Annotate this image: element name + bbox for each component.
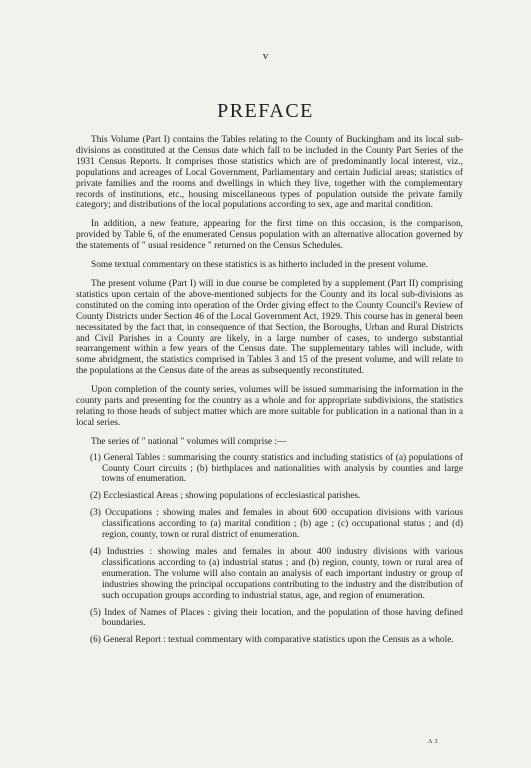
list-item: (2) Ecclesiastical Areas ; showing populations of ecclesiastical parishes. xyxy=(90,491,361,502)
paragraph: This Volume (Part I) contains the Tables relating to the County of Buckingham and its local sub-divisions as constituted at the Census date which fall to be included in the County Part Series of the 1931 Census Reports. It comprises those statistics which are of predominantly local interest, viz., populations and acreages of Local Government, Parliamentary and certain Judicial areas; statistics of private families and the rooms and dwellings in which they live, together with the complementary records of institutions, etc., housing miscellaneous types of population outside the private family category; and distributions of the local populations according to sex, age and marital condition. xyxy=(76,135,463,211)
list-item: (4) Industries : showing males and females in about 400 industry divisions with various classifications according to (a) industrial status ; and (b) region, county, town or rural area of enumeration. The volume will also contain an analysis of each important industry or group of industries showing the principal occupations contributing to the industry and the distribution of such occupation groups according to industrial status, age, and region of enumeration. xyxy=(90,547,463,601)
paragraph: In addition, a new feature, appearing for the first time on this occasion, is the comparison, provided by Table 6, of the enumerated Census population with an alternative allocation governed by the statements of " usual residence " returned on the Census Schedules. xyxy=(76,219,463,252)
page-number: v xyxy=(262,50,269,62)
series-intro: The series of " national " volumes will comprise :— xyxy=(91,436,287,447)
list-item: (6) General Report : textual commentary with comparative statistics upon the Census as a whole. xyxy=(90,635,454,646)
list-item: (3) Occupations : showing males and females in about 600 occupation divisions with various classifications according to (a) marital condition ; (b) age ; (c) occupational status ; and (d) region, county, town or rural district of enumeration. xyxy=(90,508,463,541)
paragraph: Upon completion of the county series, volumes will be issued summarising the information in the county parts and presenting for the country as a whole and for appropriate subdivisions, the statistics relating to those heads of subject matter which are more suitable for publication in a national than in a local series. xyxy=(76,385,463,428)
paragraph: The present volume (Part I) will in due course be completed by a supplement (Part II) comprising statistics upon certain of the above-mentioned subjects for the County and its local sub-divisions as constituted on the coming into operation of the Order giving effect to the County Council's Review of County Districts under Section 46 of the Local Government Act, 1929. This course has in general been necessitated by the fact that, in consequence of that Section, the Boroughs, Urban and Rural Districts and Civil Parishes in a County are likely, in a large number of cases, to undergo substantial rearrangement within a few years of the Census date. The supplementary tables will include, with some abridgment, the statistics comprised in Tables 3 and 15 of the present volume, and will relate to the populations at the Census date of the areas as subsequently reconstituted. xyxy=(76,278,463,377)
preface-body xyxy=(76,135,463,652)
list-item: (1) General Tables : summarising the county statistics and including statistics of (a) populations of County Court circuits ; (b) birthplaces and nationalities with analysis by counties and large towns of enumeration. xyxy=(90,452,463,485)
list-item: (5) Index of Names of Places : giving their location, and the population of those having defined boundaries. xyxy=(90,607,463,629)
printer-signature-mark: A 3 xyxy=(428,739,439,745)
series-list xyxy=(76,453,463,647)
paragraph: Some textual commentary on these statistics is as hitherto included in the present volume. xyxy=(91,260,428,271)
page-title: PREFACE xyxy=(217,100,314,122)
